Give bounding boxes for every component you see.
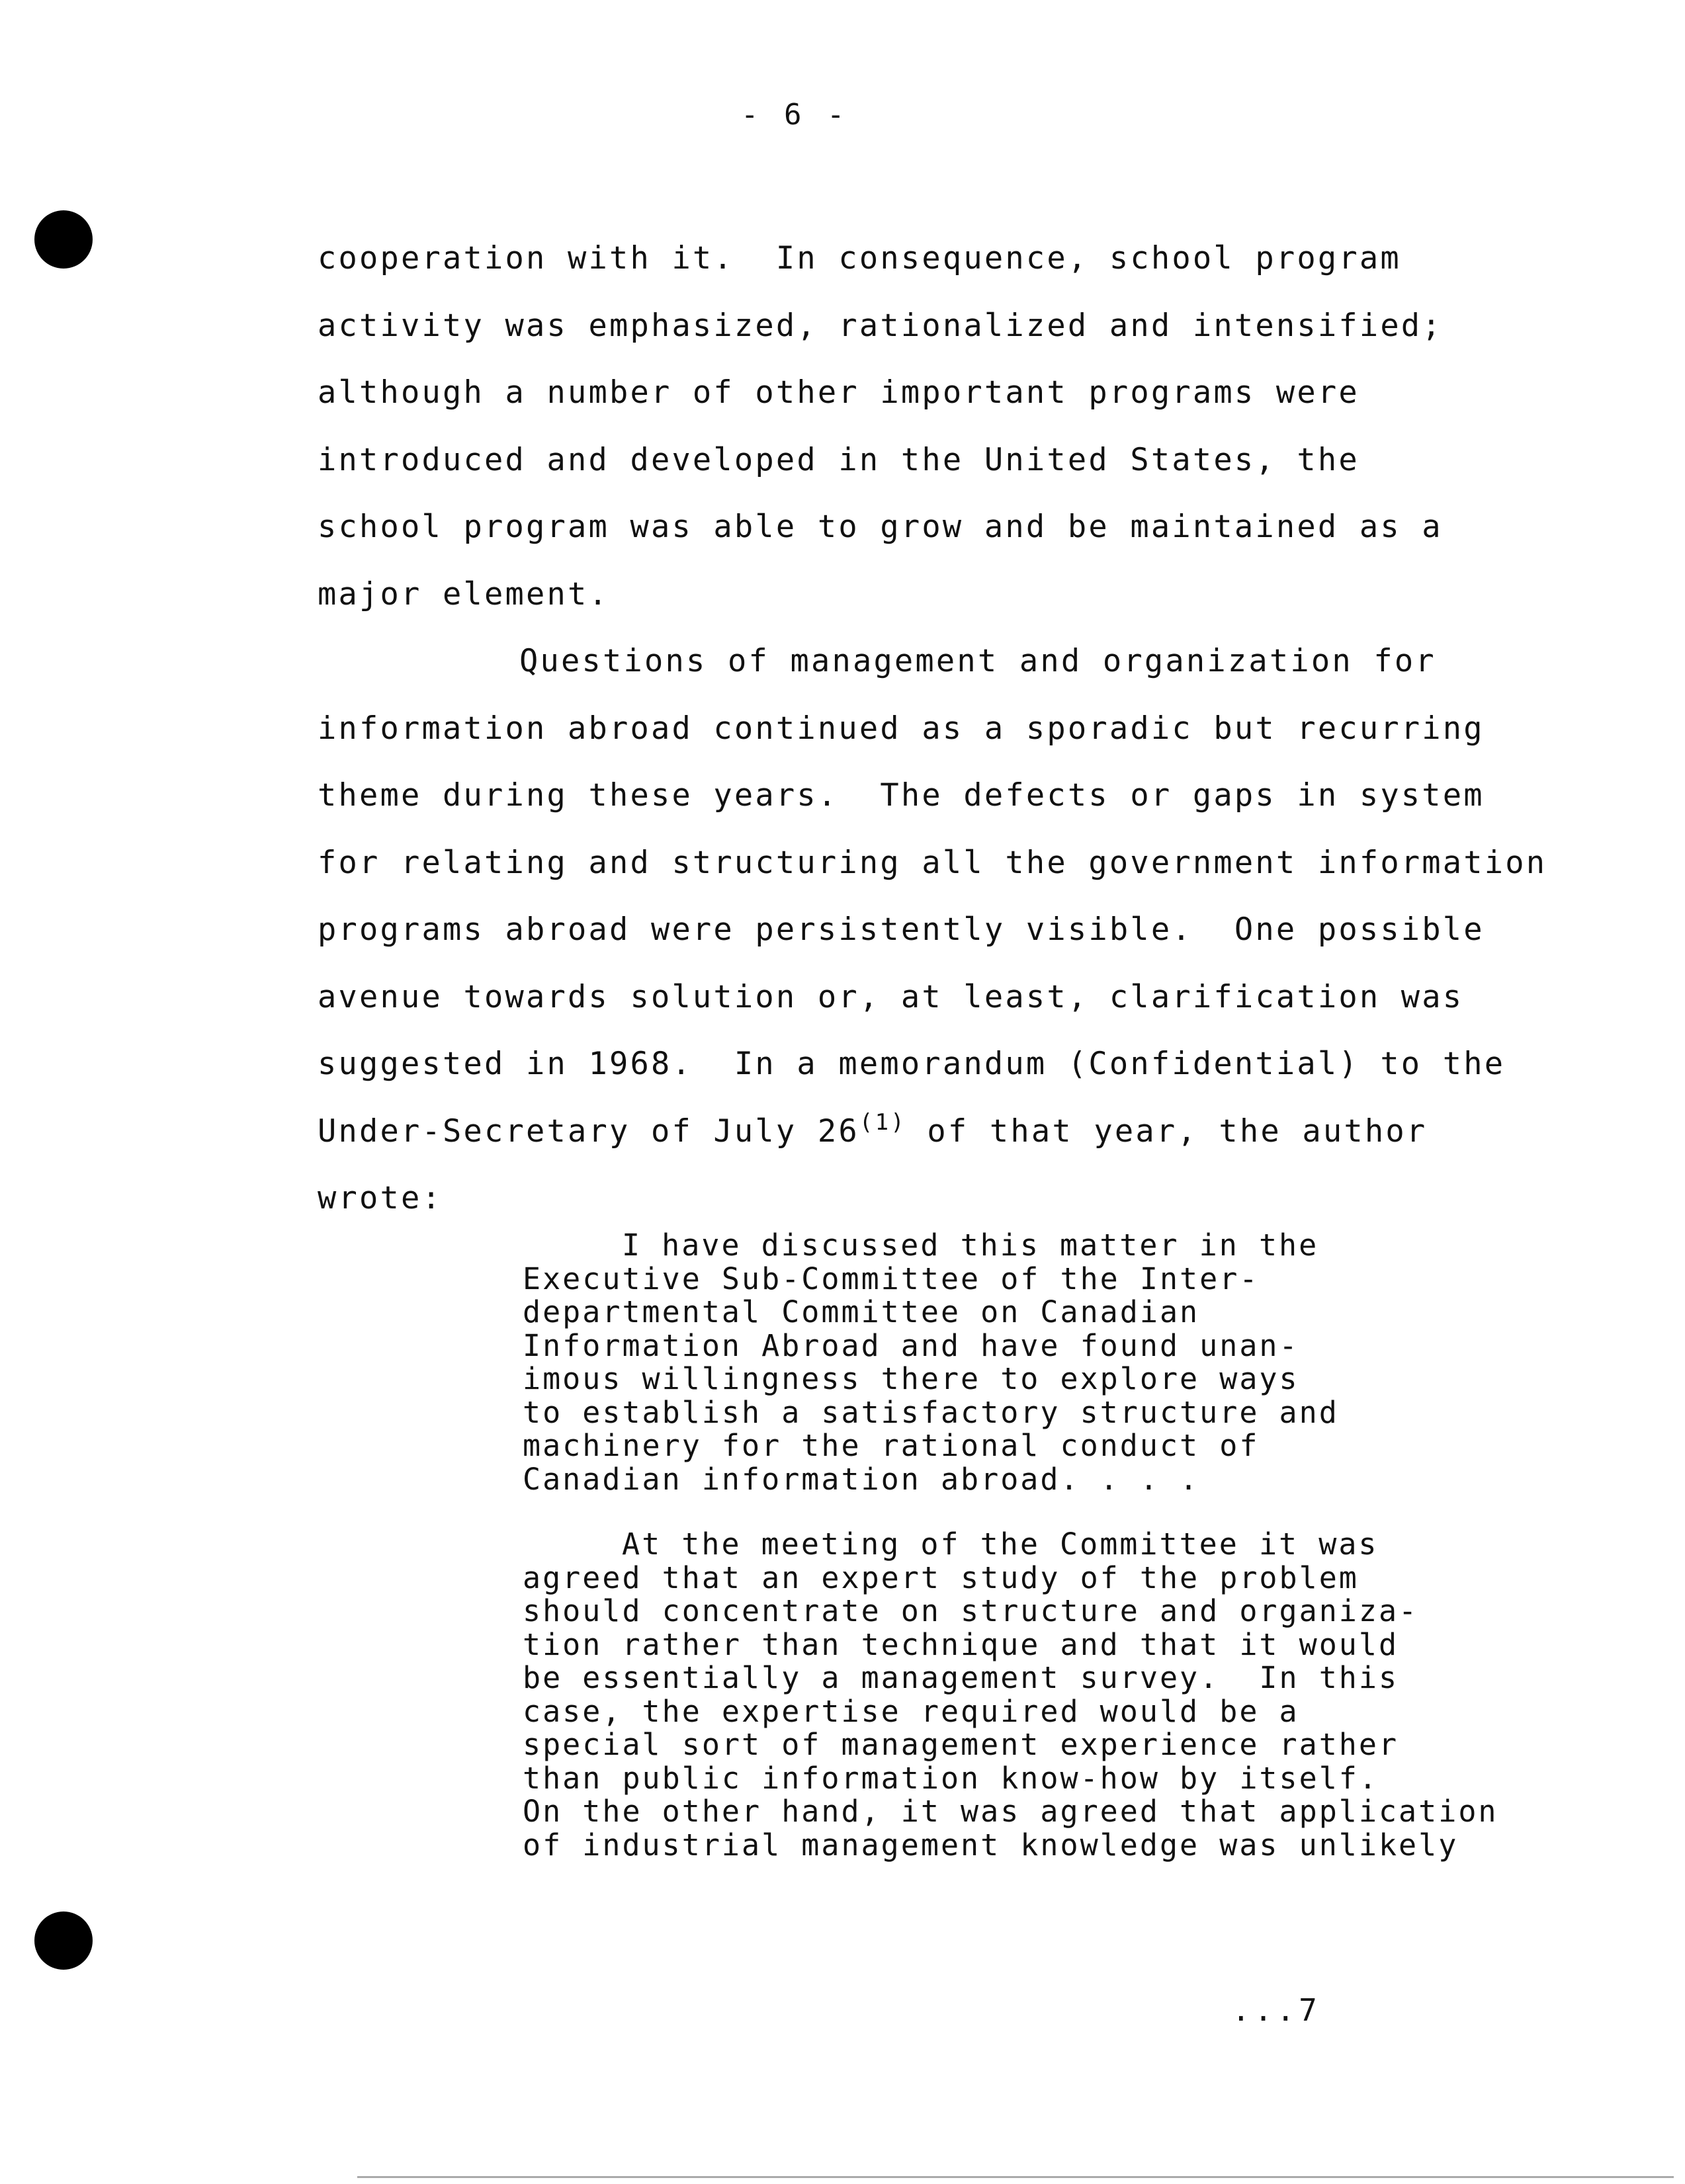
quote-line: machinery for the rational conduct of xyxy=(523,1428,1260,1463)
quote-line: Canadian information abroad. . . . xyxy=(523,1461,1200,1497)
text-line: major element. xyxy=(318,575,609,612)
continuation-marker: ...7 xyxy=(1232,1992,1321,2028)
quote-line: special sort of management experience rather xyxy=(523,1727,1399,1762)
quote-line: imous willingness there to explore ways xyxy=(523,1361,1299,1396)
quote-line: than public information know-how by itself. xyxy=(523,1760,1379,1796)
quote-line: At the meeting of the Committee it was xyxy=(622,1527,1379,1562)
text-line: programs abroad were persistently visible. One possible xyxy=(318,911,1485,948)
text-line: school program was able to grow and be maintained as a xyxy=(318,509,1443,545)
quote-line: should concentrate on structure and organiza- xyxy=(523,1593,1419,1628)
text-line: theme during these years. The defects or gaps in system xyxy=(318,777,1485,814)
punch-hole-bottom xyxy=(34,1911,93,1970)
footnote-marker: (1) xyxy=(859,1109,906,1136)
quote-line: of industrial management knowledge was unlikely xyxy=(523,1827,1459,1863)
text-line: cooperation with it. In consequence, school program xyxy=(318,240,1401,276)
text-line: wrote: xyxy=(318,1180,443,1216)
quote-line: departmental Committee on Canadian xyxy=(523,1294,1200,1329)
quote-line: tion rather than technique and that it would xyxy=(523,1626,1399,1662)
text-line: although a number of other important programs were xyxy=(318,374,1360,411)
quote-line: On the other hand, it was agreed that application xyxy=(523,1794,1498,1829)
quote-line: be essentially a management survey. In this xyxy=(523,1660,1399,1695)
quote-line: case, the expertise required would be a xyxy=(523,1693,1299,1729)
text-line: introduced and developed in the United States, the xyxy=(318,441,1360,478)
quote-line: Executive Sub-Committee of the Inter- xyxy=(523,1261,1260,1296)
page-number: - 6 - xyxy=(741,98,849,132)
quotation-paragraph-2 xyxy=(523,1528,1515,1862)
scan-edge-line xyxy=(357,2176,1674,2178)
text-line: avenue towards solution or, at least, clarification was xyxy=(318,978,1464,1015)
quote-line: agreed that an expert study of the problem xyxy=(523,1560,1359,1595)
text-line: Questions of management and organization for xyxy=(519,643,1436,679)
text-line: activity was emphasized, rationalized and intensified; xyxy=(318,307,1443,344)
footnote-line xyxy=(318,1098,1575,1165)
punch-hole-top xyxy=(34,210,93,269)
quotation-paragraph-1 xyxy=(523,1229,1515,1496)
quote-line: Information Abroad and have found unan- xyxy=(523,1327,1299,1363)
footnote-line-after: of that year, the author xyxy=(906,1113,1428,1150)
text-line: for relating and structuring all the government information xyxy=(318,844,1547,881)
quote-line: to establish a satisfactory structure and xyxy=(523,1394,1339,1430)
text-line: suggested in 1968. In a memorandum (Confidential) to the xyxy=(318,1046,1506,1082)
quote-line: I have discussed this matter in the xyxy=(622,1228,1319,1263)
body-text xyxy=(318,225,1575,1232)
text-line: information abroad continued as a sporadic but recurring xyxy=(318,710,1485,747)
footnote-line-before: Under-Secretary of July 26 xyxy=(318,1113,859,1150)
